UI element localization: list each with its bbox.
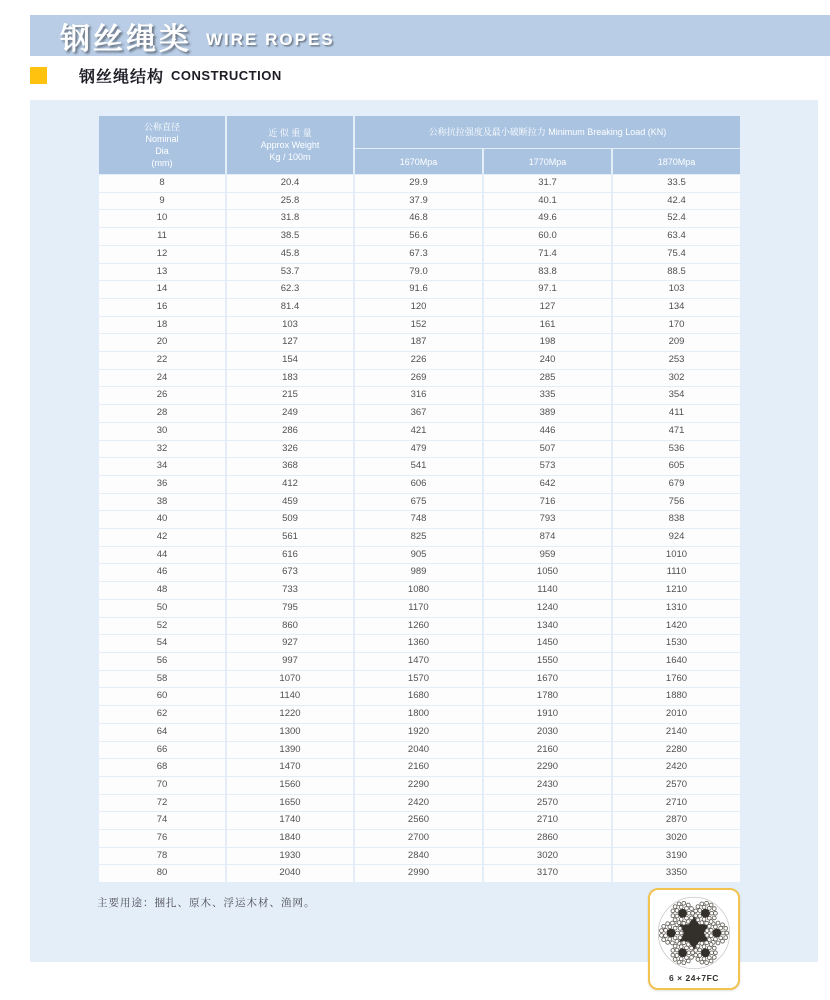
page-title-band [30,15,830,56]
table-cell: 2840 [355,848,482,865]
table-row [99,618,740,635]
header-approx-weight: 近 似 重 量 Approx Weight Kg / 100m [227,116,353,174]
table-cell: 541 [355,458,482,475]
table-cell: 72 [99,795,225,812]
table-row [99,529,740,546]
table-cell: 1300 [227,724,353,741]
table-cell: 2040 [355,742,482,759]
table-cell: 1210 [613,582,740,599]
rope-construction-label: 6 × 24+7FC [669,973,719,983]
table-cell: 75.4 [613,246,740,263]
table-cell: 989 [355,564,482,581]
table-cell: 42 [99,529,225,546]
table-cell: 2160 [355,759,482,776]
table-cell: 2990 [355,865,482,882]
table-cell: 838 [613,511,740,528]
table-cell: 1650 [227,795,353,812]
table-cell: 471 [613,423,740,440]
table-cell: 68 [99,759,225,776]
table-cell: 32 [99,441,225,458]
table-cell: 573 [484,458,611,475]
table-cell: 3170 [484,865,611,882]
page-title-english: WIRE ROPES [206,29,335,49]
table-row [99,671,740,688]
table-row [99,370,740,387]
table-cell: 103 [227,317,353,334]
table-cell: 48 [99,582,225,599]
table-cell: 67.3 [355,246,482,263]
table-cell: 24 [99,370,225,387]
content-panel [30,100,818,983]
table-cell: 1530 [613,635,740,652]
table-row [99,246,740,263]
table-cell: 42.4 [613,193,740,210]
table-row [99,812,740,829]
table-cell: 38 [99,494,225,511]
table-cell: 70 [99,777,225,794]
table-cell: 479 [355,441,482,458]
table-cell: 103 [613,281,740,298]
table-cell: 26 [99,387,225,404]
table-row [99,688,740,705]
table-cell: 1880 [613,688,740,705]
table-row [99,777,740,794]
table-cell: 316 [355,387,482,404]
table-cell: 2140 [613,724,740,741]
table-row [99,405,740,422]
table-cell: 120 [355,299,482,316]
header-1770mpa: 1770Mpa [484,149,611,174]
table-row [99,582,740,599]
table-row [99,317,740,334]
table-row [99,228,740,245]
table-cell: 2030 [484,724,611,741]
table-cell: 2860 [484,830,611,847]
table-cell: 25.8 [227,193,353,210]
table-row [99,299,740,316]
table-cell: 1310 [613,600,740,617]
header-breaking-load-group: 公称抗拉强度及最小破断拉力 Minimum Breaking Load (KN) [355,116,740,148]
table-cell: 83.8 [484,264,611,281]
table-cell: 45.8 [227,246,353,263]
table-cell: 1470 [355,653,482,670]
table-cell: 421 [355,423,482,440]
table-cell: 2010 [613,706,740,723]
table-cell: 959 [484,547,611,564]
section-heading [30,64,282,87]
table-cell: 997 [227,653,353,670]
table-cell: 127 [227,334,353,351]
table-cell: 536 [613,441,740,458]
table-cell: 1560 [227,777,353,794]
table-cell: 733 [227,582,353,599]
table-cell: 3350 [613,865,740,882]
table-cell: 33.5 [613,175,740,192]
header-nominal-dia: 公称直径 Nominal Dia (mm) [99,116,225,174]
table-cell: 1140 [227,688,353,705]
yellow-bullet-icon [30,67,47,84]
table-cell: 79.0 [355,264,482,281]
table-cell: 2870 [613,812,740,829]
table-cell: 825 [355,529,482,546]
table-cell: 60.0 [484,228,611,245]
table-cell: 1910 [484,706,611,723]
table-cell: 187 [355,334,482,351]
table-cell: 80 [99,865,225,882]
table-cell: 215 [227,387,353,404]
table-cell: 326 [227,441,353,458]
table-cell: 1360 [355,635,482,652]
table-cell: 49.6 [484,210,611,227]
table-cell: 97.1 [484,281,611,298]
table-row [99,210,740,227]
table-cell: 170 [613,317,740,334]
rope-cross-section-card [648,888,740,990]
table-cell: 285 [484,370,611,387]
table-row [99,724,740,741]
table-cell: 66 [99,742,225,759]
table-cell: 2160 [484,742,611,759]
table-cell: 1570 [355,671,482,688]
table-cell: 30 [99,423,225,440]
table-cell: 286 [227,423,353,440]
table-cell: 675 [355,494,482,511]
table-cell: 58 [99,671,225,688]
table-row [99,547,740,564]
table-cell: 1390 [227,742,353,759]
table-cell: 793 [484,511,611,528]
table-row [99,848,740,865]
table-cell: 716 [484,494,611,511]
table-cell: 1670 [484,671,611,688]
table-cell: 28 [99,405,225,422]
table-cell: 795 [227,600,353,617]
table-cell: 9 [99,193,225,210]
table-cell: 3020 [484,848,611,865]
table-cell: 198 [484,334,611,351]
table-cell: 1080 [355,582,482,599]
table-row [99,742,740,759]
section-title-english: CONSTRUCTION [171,68,282,83]
table-cell: 2290 [484,759,611,776]
table-cell: 1780 [484,688,611,705]
table-cell: 1070 [227,671,353,688]
table-cell: 64 [99,724,225,741]
table-cell: 367 [355,405,482,422]
table-row [99,352,740,369]
table-cell: 46.8 [355,210,482,227]
table-cell: 249 [227,405,353,422]
table-cell: 1340 [484,618,611,635]
table-cell: 3190 [613,848,740,865]
table-cell: 509 [227,511,353,528]
table-cell: 2040 [227,865,353,882]
table-cell: 18 [99,317,225,334]
table-cell: 459 [227,494,353,511]
table-cell: 606 [355,476,482,493]
table-cell: 446 [484,423,611,440]
table-row [99,264,740,281]
table-cell: 1450 [484,635,611,652]
table-cell: 2710 [613,795,740,812]
spec-table-header [99,116,740,174]
table-cell: 209 [613,334,740,351]
table-cell: 161 [484,317,611,334]
table-cell: 1140 [484,582,611,599]
table-cell: 134 [613,299,740,316]
table-cell: 62.3 [227,281,353,298]
table-cell: 2560 [355,812,482,829]
table-row [99,441,740,458]
table-row [99,795,740,812]
table-cell: 561 [227,529,353,546]
table-cell: 29.9 [355,175,482,192]
table-cell: 71.4 [484,246,611,263]
table-cell: 11 [99,228,225,245]
table-cell: 88.5 [613,264,740,281]
table-cell: 1260 [355,618,482,635]
table-cell: 679 [613,476,740,493]
table-cell: 2570 [484,795,611,812]
table-row [99,281,740,298]
table-cell: 1680 [355,688,482,705]
section-title-chinese: 钢丝绳结构 [79,69,165,86]
table-cell: 2430 [484,777,611,794]
table-cell: 81.4 [227,299,353,316]
table-cell: 748 [355,511,482,528]
table-cell: 34 [99,458,225,475]
table-cell: 756 [613,494,740,511]
table-cell: 605 [613,458,740,475]
table-row [99,706,740,723]
table-cell: 1550 [484,653,611,670]
table-row [99,175,740,192]
table-cell: 14 [99,281,225,298]
table-cell: 1470 [227,759,353,776]
table-cell: 2290 [355,777,482,794]
table-cell: 154 [227,352,353,369]
table-cell: 616 [227,547,353,564]
table-row [99,193,740,210]
spec-table [97,115,742,883]
table-cell: 40 [99,511,225,528]
header-1870mpa: 1870Mpa [613,149,740,174]
table-cell: 2700 [355,830,482,847]
table-cell: 16 [99,299,225,316]
table-cell: 905 [355,547,482,564]
table-cell: 52.4 [613,210,740,227]
table-cell: 1240 [484,600,611,617]
table-cell: 642 [484,476,611,493]
usage-footnote: 主要用途：捆扎、原木、浮运木材、渔网。 [97,897,316,909]
table-cell: 226 [355,352,482,369]
table-row [99,494,740,511]
table-row [99,511,740,528]
table-cell: 20.4 [227,175,353,192]
table-cell: 1840 [227,830,353,847]
table-cell: 389 [484,405,611,422]
spec-table-body [99,175,740,882]
table-cell: 22 [99,352,225,369]
table-row [99,458,740,475]
table-cell: 240 [484,352,611,369]
table-cell: 874 [484,529,611,546]
table-cell: 269 [355,370,482,387]
table-cell: 2420 [355,795,482,812]
table-cell: 2280 [613,742,740,759]
table-cell: 10 [99,210,225,227]
table-cell: 924 [613,529,740,546]
table-cell: 12 [99,246,225,263]
table-cell: 2570 [613,777,740,794]
table-row [99,865,740,882]
table-row [99,653,740,670]
table-cell: 253 [613,352,740,369]
table-row [99,759,740,776]
table-cell: 53.7 [227,264,353,281]
table-cell: 13 [99,264,225,281]
table-cell: 860 [227,618,353,635]
table-cell: 8 [99,175,225,192]
rope-cross-section-icon [656,895,732,971]
table-cell: 54 [99,635,225,652]
table-cell: 63.4 [613,228,740,245]
table-cell: 1930 [227,848,353,865]
table-cell: 1920 [355,724,482,741]
table-cell: 507 [484,441,611,458]
table-cell: 62 [99,706,225,723]
header-1670mpa: 1670Mpa [355,149,482,174]
table-row [99,564,740,581]
table-cell: 1740 [227,812,353,829]
table-cell: 1220 [227,706,353,723]
table-cell: 76 [99,830,225,847]
table-cell: 1760 [613,671,740,688]
table-cell: 60 [99,688,225,705]
table-cell: 302 [613,370,740,387]
table-row [99,830,740,847]
table-cell: 52 [99,618,225,635]
table-cell: 368 [227,458,353,475]
table-cell: 20 [99,334,225,351]
table-cell: 1170 [355,600,482,617]
table-cell: 927 [227,635,353,652]
table-cell: 1010 [613,547,740,564]
table-cell: 44 [99,547,225,564]
table-cell: 78 [99,848,225,865]
table-cell: 1050 [484,564,611,581]
table-cell: 152 [355,317,482,334]
table-row [99,387,740,404]
table-cell: 56.6 [355,228,482,245]
table-row [99,635,740,652]
table-cell: 38.5 [227,228,353,245]
table-row [99,476,740,493]
table-cell: 673 [227,564,353,581]
table-cell: 2710 [484,812,611,829]
table-cell: 74 [99,812,225,829]
table-cell: 411 [613,405,740,422]
table-cell: 354 [613,387,740,404]
table-cell: 56 [99,653,225,670]
page-title-chinese: 钢丝绳类 [60,22,192,56]
table-cell: 2420 [613,759,740,776]
table-cell: 1110 [613,564,740,581]
table-cell: 36 [99,476,225,493]
table-cell: 37.9 [355,193,482,210]
table-cell: 1640 [613,653,740,670]
table-cell: 335 [484,387,611,404]
table-cell: 46 [99,564,225,581]
table-cell: 40.1 [484,193,611,210]
table-cell: 91.6 [355,281,482,298]
table-cell: 31.8 [227,210,353,227]
table-cell: 3020 [613,830,740,847]
table-cell: 412 [227,476,353,493]
table-cell: 1800 [355,706,482,723]
table-row [99,423,740,440]
table-cell: 183 [227,370,353,387]
table-cell: 31.7 [484,175,611,192]
table-row [99,600,740,617]
table-cell: 127 [484,299,611,316]
table-cell: 50 [99,600,225,617]
table-cell: 1420 [613,618,740,635]
table-row [99,334,740,351]
